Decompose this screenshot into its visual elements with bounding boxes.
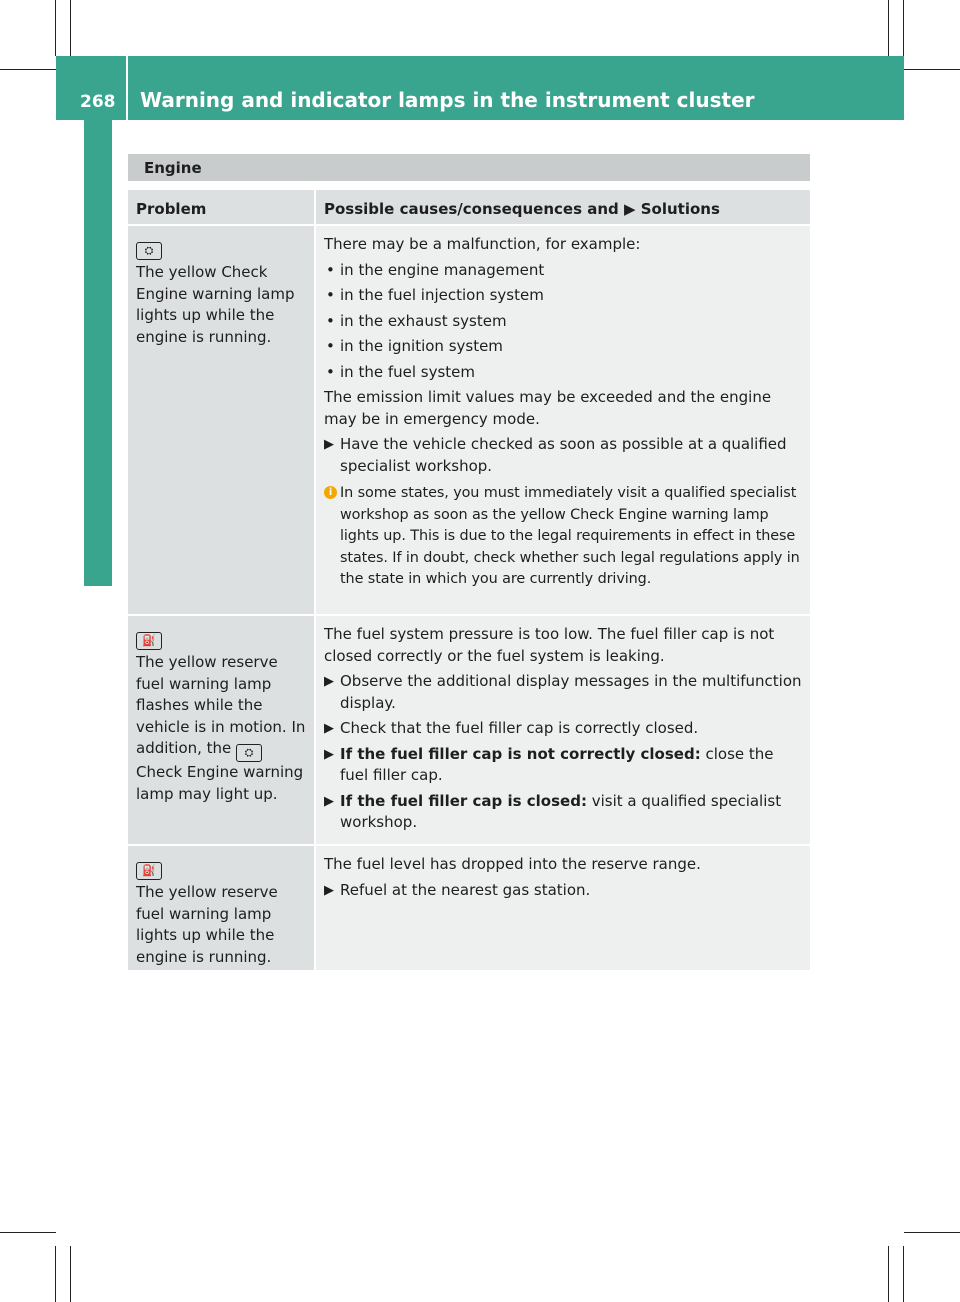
engine-table [128,190,810,972]
list-item: • in the exhaust system [324,311,804,333]
solution-step: ▶ Observe the additional display messages in the multifunction display. [324,672,802,712]
column-header-solutions: Possible causes/consequences and ▶ Solutions [316,190,810,224]
crop-mark [888,1246,889,1302]
step-arrow-icon: ▶ [324,721,334,736]
table-row [128,846,810,972]
cause-intro: The fuel level has dropped into the reserve range. [324,855,701,873]
cause-intro: There may be a malfunction, for example: [324,235,641,253]
solution-step: ▶ If the fuel filler cap is not correctly closed: close the fuel filler cap. [324,744,774,784]
table-row [128,616,810,846]
crop-mark [904,69,960,70]
step-arrow-icon: ▶ [324,882,334,898]
problem-cell [128,616,314,844]
list-item: • in the ignition system [324,336,804,358]
info-note: i In some states, you must immediately visit a qualified specialist workshop as soon as the yellow Check Engine warning lamp lights up. This is due to the legal requirements in effect in these states. If in doubt, check whether such legal regulations apply in the state in which you are currently driving. [324,483,804,591]
crop-mark [70,0,71,56]
crop-mark [904,1232,960,1233]
table-header-row [128,190,810,226]
solution-cell [316,226,810,614]
header-divider [126,56,128,120]
crop-mark [903,1246,904,1302]
check-engine-icon: ⛭ [236,744,262,762]
solution-step: ▶ Check that the fuel filler cap is correctly closed. [324,718,804,740]
problem-text: The yellow reserve fuel warning lamp lights up while the engine is running. [136,883,278,966]
solution-cell [316,846,810,970]
problem-text: The yellow Check Engine warning lamp lights up while the engine is running. [136,263,295,346]
consequence-text: The emission limit values may be exceeded and the engine may be in emergency mode. [324,388,772,428]
page-number: 268 [80,92,116,112]
info-icon: i [324,486,337,499]
cause-intro: The fuel system pressure is too low. The fuel filler cap is not closed correctly or the fuel system is leaking. [324,625,775,665]
table-row [128,226,810,616]
solution-step: ▶ Refuel at the nearest gas station. [324,880,804,902]
reserve-fuel-icon: ⛽ [136,632,162,650]
crop-mark [55,0,56,56]
list-item: • in the fuel injection system [324,285,804,307]
step-arrow-icon: ▶ [324,437,334,452]
reserve-fuel-icon: ⛽ [136,862,162,880]
section-title: Engine [128,154,810,181]
crop-mark [0,1232,56,1233]
crop-mark [0,69,56,70]
crop-mark [888,0,889,56]
page-title: Warning and indicator lamps in the instrument cluster [140,88,755,112]
crop-mark [70,1246,71,1302]
column-header-problem: Problem [128,190,314,224]
step-arrow-icon: ▶ [324,793,334,809]
solution-step: ▶ If the fuel filler cap is closed: visit a qualified specialist workshop. [324,791,782,831]
step-arrow-icon: ▶ [324,674,334,689]
list-item: • in the fuel system [324,362,804,384]
problem-cell [128,846,314,970]
list-item: • in the engine management [324,260,804,282]
solution-cell [316,616,810,844]
crop-mark [55,1246,56,1302]
crop-mark [903,0,904,56]
problem-cell [128,226,314,614]
chapter-title: On-board computer and displays [86,143,110,530]
check-engine-icon: ⛭ [136,242,162,260]
solution-step: ▶ Have the vehicle checked as soon as possible at a qualified specialist workshop. [324,435,787,475]
problem-text: The yellow reserve fuel warning lamp flashes while the vehicle is in motion. In addition, the ⛭ Check Engine warning lamp may light up. [136,653,306,803]
step-arrow-icon: ▶ [324,746,334,762]
